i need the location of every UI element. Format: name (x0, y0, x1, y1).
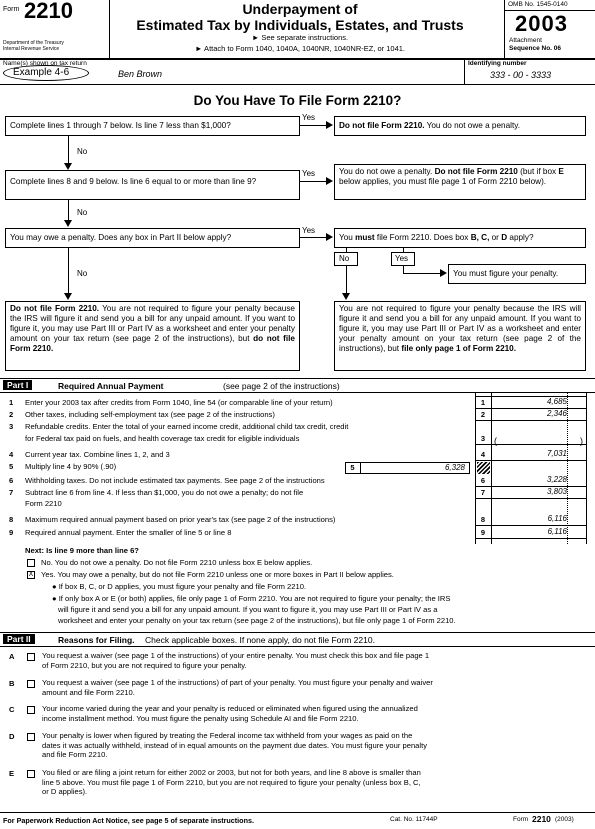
part-2-subtitle: Check applicable boxes. If none apply, do not file Form 2210. (145, 635, 375, 645)
reason-text-line: You request a waiver (see page 1 of the instructions) of your entire penalty. You must check this box and file page 1 (42, 651, 430, 660)
reason-text-line: amount and file Form 2210. (42, 687, 135, 697)
tax-year: 2003 (515, 11, 568, 36)
reason-letter: A (9, 652, 15, 661)
line-amount[interactable]: 6,116 (547, 527, 567, 536)
reason-text-line: of Form 2210, but you are not required to figure your penalty. (42, 660, 247, 670)
line-text: Form 2210 (25, 499, 62, 508)
flow-heading: Do You Have To File Form 2210? (193, 93, 402, 108)
line-box-number: 7 (480, 488, 486, 497)
attach-note: ► Attach to Form 1040, 1040A, 1040NR, 1040NR-EZ, or 1041. (194, 44, 406, 53)
part-1-line (0, 527, 595, 539)
line-number: 7 (9, 488, 14, 497)
line-number: 4 (9, 450, 14, 459)
no-label: No (77, 269, 88, 278)
part-1-note: (see page 2 of the instructions) (223, 381, 340, 391)
reason-text-line: and file Form 2210. (42, 750, 108, 760)
line-text: Current year tax. Combine lines 1, 2, and 3 (25, 450, 170, 459)
bullet-2: ● If only box A or E (or both) applies, file only page 1 of Form 2210. You are not required to figure your penalty; the IRS (52, 594, 451, 603)
reason-letter: B (9, 679, 15, 688)
reason-checkbox[interactable] (27, 680, 35, 688)
line-amount[interactable]: 4,685 (546, 397, 567, 406)
reason-text-line: You request a waiver (see page 1 of the instructions) of part of your penalty. You must figure your penalty and waiver (42, 678, 433, 687)
form-label: Form (3, 6, 20, 13)
no-label: No (339, 254, 350, 263)
line-5-shaded-cell (477, 462, 490, 474)
line-amount[interactable]: 3,228 (546, 475, 567, 484)
reason-checkbox[interactable] (27, 706, 35, 714)
attachment-label: Attachment (509, 37, 542, 44)
reason-text-line: dates it was actually withheld, instead of in equal amounts on the payment due dates. You must figure your penalty (42, 740, 427, 750)
part-1-line (0, 461, 595, 473)
line-3-open-paren: ( (494, 436, 497, 446)
name-label: Name(s) shown on tax return (3, 60, 87, 67)
yes-checkbox[interactable]: X (28, 571, 34, 578)
yes-label: Yes (395, 254, 409, 263)
reason-d (0, 731, 595, 767)
must-figure-box: You must figure your penalty. (448, 264, 586, 284)
yes-label: Yes (302, 226, 316, 235)
line-box-number: 8 (480, 515, 486, 524)
line-box-number: 1 (480, 398, 486, 407)
question-3-box: You may owe a penalty. Does any box in Part II below apply? (5, 228, 300, 248)
reason-text (42, 768, 587, 797)
yes-label: Yes (302, 113, 316, 122)
part-1-line (0, 433, 595, 445)
line-amount[interactable]: 6,116 (547, 514, 567, 523)
line-text: for Federal tax paid on fuels, and health coverage tax credit for eligible individuals (25, 434, 300, 443)
yes-label: Yes (302, 169, 316, 178)
line-box-number: 3 (480, 434, 486, 443)
reason-text-line: or D applies). (42, 787, 88, 797)
result-1-box: Do not file Form 2210. You do not owe a penalty. (334, 116, 586, 136)
line-5-amount: 6,328 (444, 463, 465, 472)
part-1-line (0, 449, 595, 461)
reason-checkbox[interactable] (27, 653, 35, 661)
line-box-number: 4 (480, 450, 486, 459)
form-title-1: Underpayment of (242, 1, 358, 17)
part-1-line (0, 475, 595, 487)
line-number: 8 (9, 515, 14, 524)
bullet-2-cont: worksheet and enter your penalty on your tax return (see page 2 of the instructions), but file only page 1 of Form 2210. (58, 616, 456, 625)
yes-option-text: Yes. You may owe a penalty, but do not file Form 2210 unless one or more boxes in Part II below applies. (41, 570, 394, 579)
part-1-label: Part I (3, 380, 32, 390)
line-text: Required annual payment. Enter the smaller of line 5 or line 8 (25, 528, 232, 537)
footer-form-number: 2210 (532, 814, 551, 824)
line-5-box-number: 5 (350, 463, 355, 472)
line-text: Maximum required annual payment based on prior year's tax (see page 2 of the instructions) (25, 515, 336, 524)
no-label: No (77, 208, 88, 217)
irs-label: Internal Revenue Service (3, 46, 60, 52)
example-label: Example 4-6 (13, 67, 70, 78)
line-amount[interactable]: 7,031 (546, 449, 567, 458)
question-2-box: Complete lines 8 and 9 below. Is line 6 equal to or more than line 9? (5, 170, 300, 200)
line-box-number: 2 (480, 410, 486, 419)
line-number: 5 (9, 462, 14, 471)
line-text: Other taxes, including self-employment tax (see page 2 of the instructions) (25, 410, 275, 419)
taxpayer-name: Ben Brown (118, 69, 163, 79)
line-amount[interactable]: 3,803 (546, 487, 567, 496)
reason-letter: C (9, 705, 15, 714)
omb-number: OMB No. 1545-0140 (508, 1, 568, 8)
reason-text-line: Your penalty is lower when figured by treating the Federal income tax withheld from your wages as paid on the (42, 731, 413, 740)
sequence-number: Sequence No. 06 (509, 45, 562, 52)
line-text: Subtract line 6 from line 4. If less than $1,000, you do not owe a penalty; do not file (25, 488, 304, 497)
line-3-close-paren: ) (580, 436, 583, 446)
reason-text (42, 651, 587, 670)
no-checkbox[interactable] (27, 559, 35, 567)
footer-year: (2003) (555, 816, 574, 823)
result-2-box: You do not owe a penalty. Do not file Form 2210 (but if box E below applies, you must file page 1 of Form 2210 below). (334, 164, 586, 200)
line-number: 3 (9, 422, 14, 431)
form-title-2: Estimated Tax by Individuals, Estates, and Trusts (136, 17, 464, 33)
line-number: 6 (9, 476, 14, 485)
reason-letter: D (9, 732, 15, 741)
next-question: Next: Is line 9 more than line 6? (25, 546, 139, 555)
no-option-text: No. You do not owe a penalty. Do not file Form 2210 unless box E below applies. (41, 558, 313, 567)
line-number: 9 (9, 528, 14, 537)
form-number: 2210 (24, 0, 73, 23)
bullet-2-cont: will figure it and send you a bill for any unpaid amount. If you want to figure it, you may use Part III or Part IV as a (58, 605, 438, 614)
line-text: Enter your 2003 tax after credits from Form 1040, line 54 (or comparable line of your return) (25, 398, 333, 407)
part-1-line (0, 421, 595, 433)
part-1-title: Required Annual Payment (58, 381, 164, 391)
part-1-line (0, 409, 595, 421)
instructions-note: ► See separate instructions. (251, 33, 349, 42)
line-number: 1 (9, 398, 14, 407)
line-box-number: 9 (480, 528, 486, 537)
no-label: No (77, 147, 88, 156)
reason-checkbox[interactable] (27, 733, 35, 741)
part-2-title: Reasons for Filing. (58, 635, 135, 645)
line-box-number: 6 (480, 476, 486, 485)
reason-text-line: Your income varied during the year and your penalty is reduced or eliminated when figured using the annualized (42, 704, 418, 713)
reason-text-line: You filed or are filing a joint return for either 2002 or 2003, but not for both years, and line 8 above is smaller than (42, 768, 421, 777)
part-1-line (0, 397, 595, 409)
reason-text (42, 678, 587, 697)
catalog-number: Cat. No. 11744P (390, 816, 438, 823)
identifying-number: 333 - 00 - 3333 (490, 70, 552, 80)
bullet-1: ● If box B, C, or D applies, you must figure your penalty and file Form 2210. (52, 582, 307, 591)
question-1-box: Complete lines 1 through 7 below. Is line 7 less than $1,000? (5, 116, 300, 136)
part-1-line (0, 498, 595, 510)
line-text: Withholding taxes. Do not include estimated tax payments. See page 2 of the instructions (25, 476, 325, 485)
line-number: 2 (9, 410, 14, 419)
reason-text-line: income installment method. You must figure the penalty using Schedule AI and file Form 2210. (42, 713, 359, 723)
part-2-label: Part II (3, 634, 35, 644)
line-text: Multiply line 4 by 90% (.90) (25, 462, 117, 471)
footer-notice: For Paperwork Reduction Act Notice, see page 5 of separate instructions. (3, 816, 254, 825)
reason-text (42, 704, 587, 723)
do-not-file-box: Do not file Form 2210. You are not required to figure your penalty because the IRS will figure it and send you a bill for any unpaid amount. If you want to figure it, you may use Part III or Part IV as a worksheet and enter your penalty amount on your tax return (see page 2 of the instructions), but do not file Form 2210. (5, 301, 300, 371)
footer-form-label: Form (513, 816, 529, 823)
file-page-1-box: You are not required to figure your penalty because the IRS will figure it and send you a bill for any unpaid amount. If you want to figure it, you may use Part III or Part IV as a worksheet and enter your penalty amount on your tax return (see page 2 of the instructions), but file only page 1 of Form 2210. (334, 301, 586, 371)
reason-letter: E (9, 769, 15, 778)
id-label: Identifying number (468, 60, 527, 67)
reason-e (0, 768, 595, 804)
line-text: Refundable credits. Enter the total of your earned income credit, additional child tax credit, credit (25, 422, 349, 431)
line-amount[interactable]: 2,346 (546, 409, 567, 418)
result-3-box: You must file Form 2210. Does box B, C, or D apply? (334, 228, 586, 248)
reason-text-line: line 5 above. You must file page 1 of Form 2210, but you are not required to figure your penalty (unless box B, C, (42, 777, 421, 787)
reason-checkbox[interactable] (27, 770, 35, 778)
dept-label: Department of the Treasury (3, 40, 64, 46)
part-1-line (0, 514, 595, 526)
reason-text (42, 731, 587, 760)
